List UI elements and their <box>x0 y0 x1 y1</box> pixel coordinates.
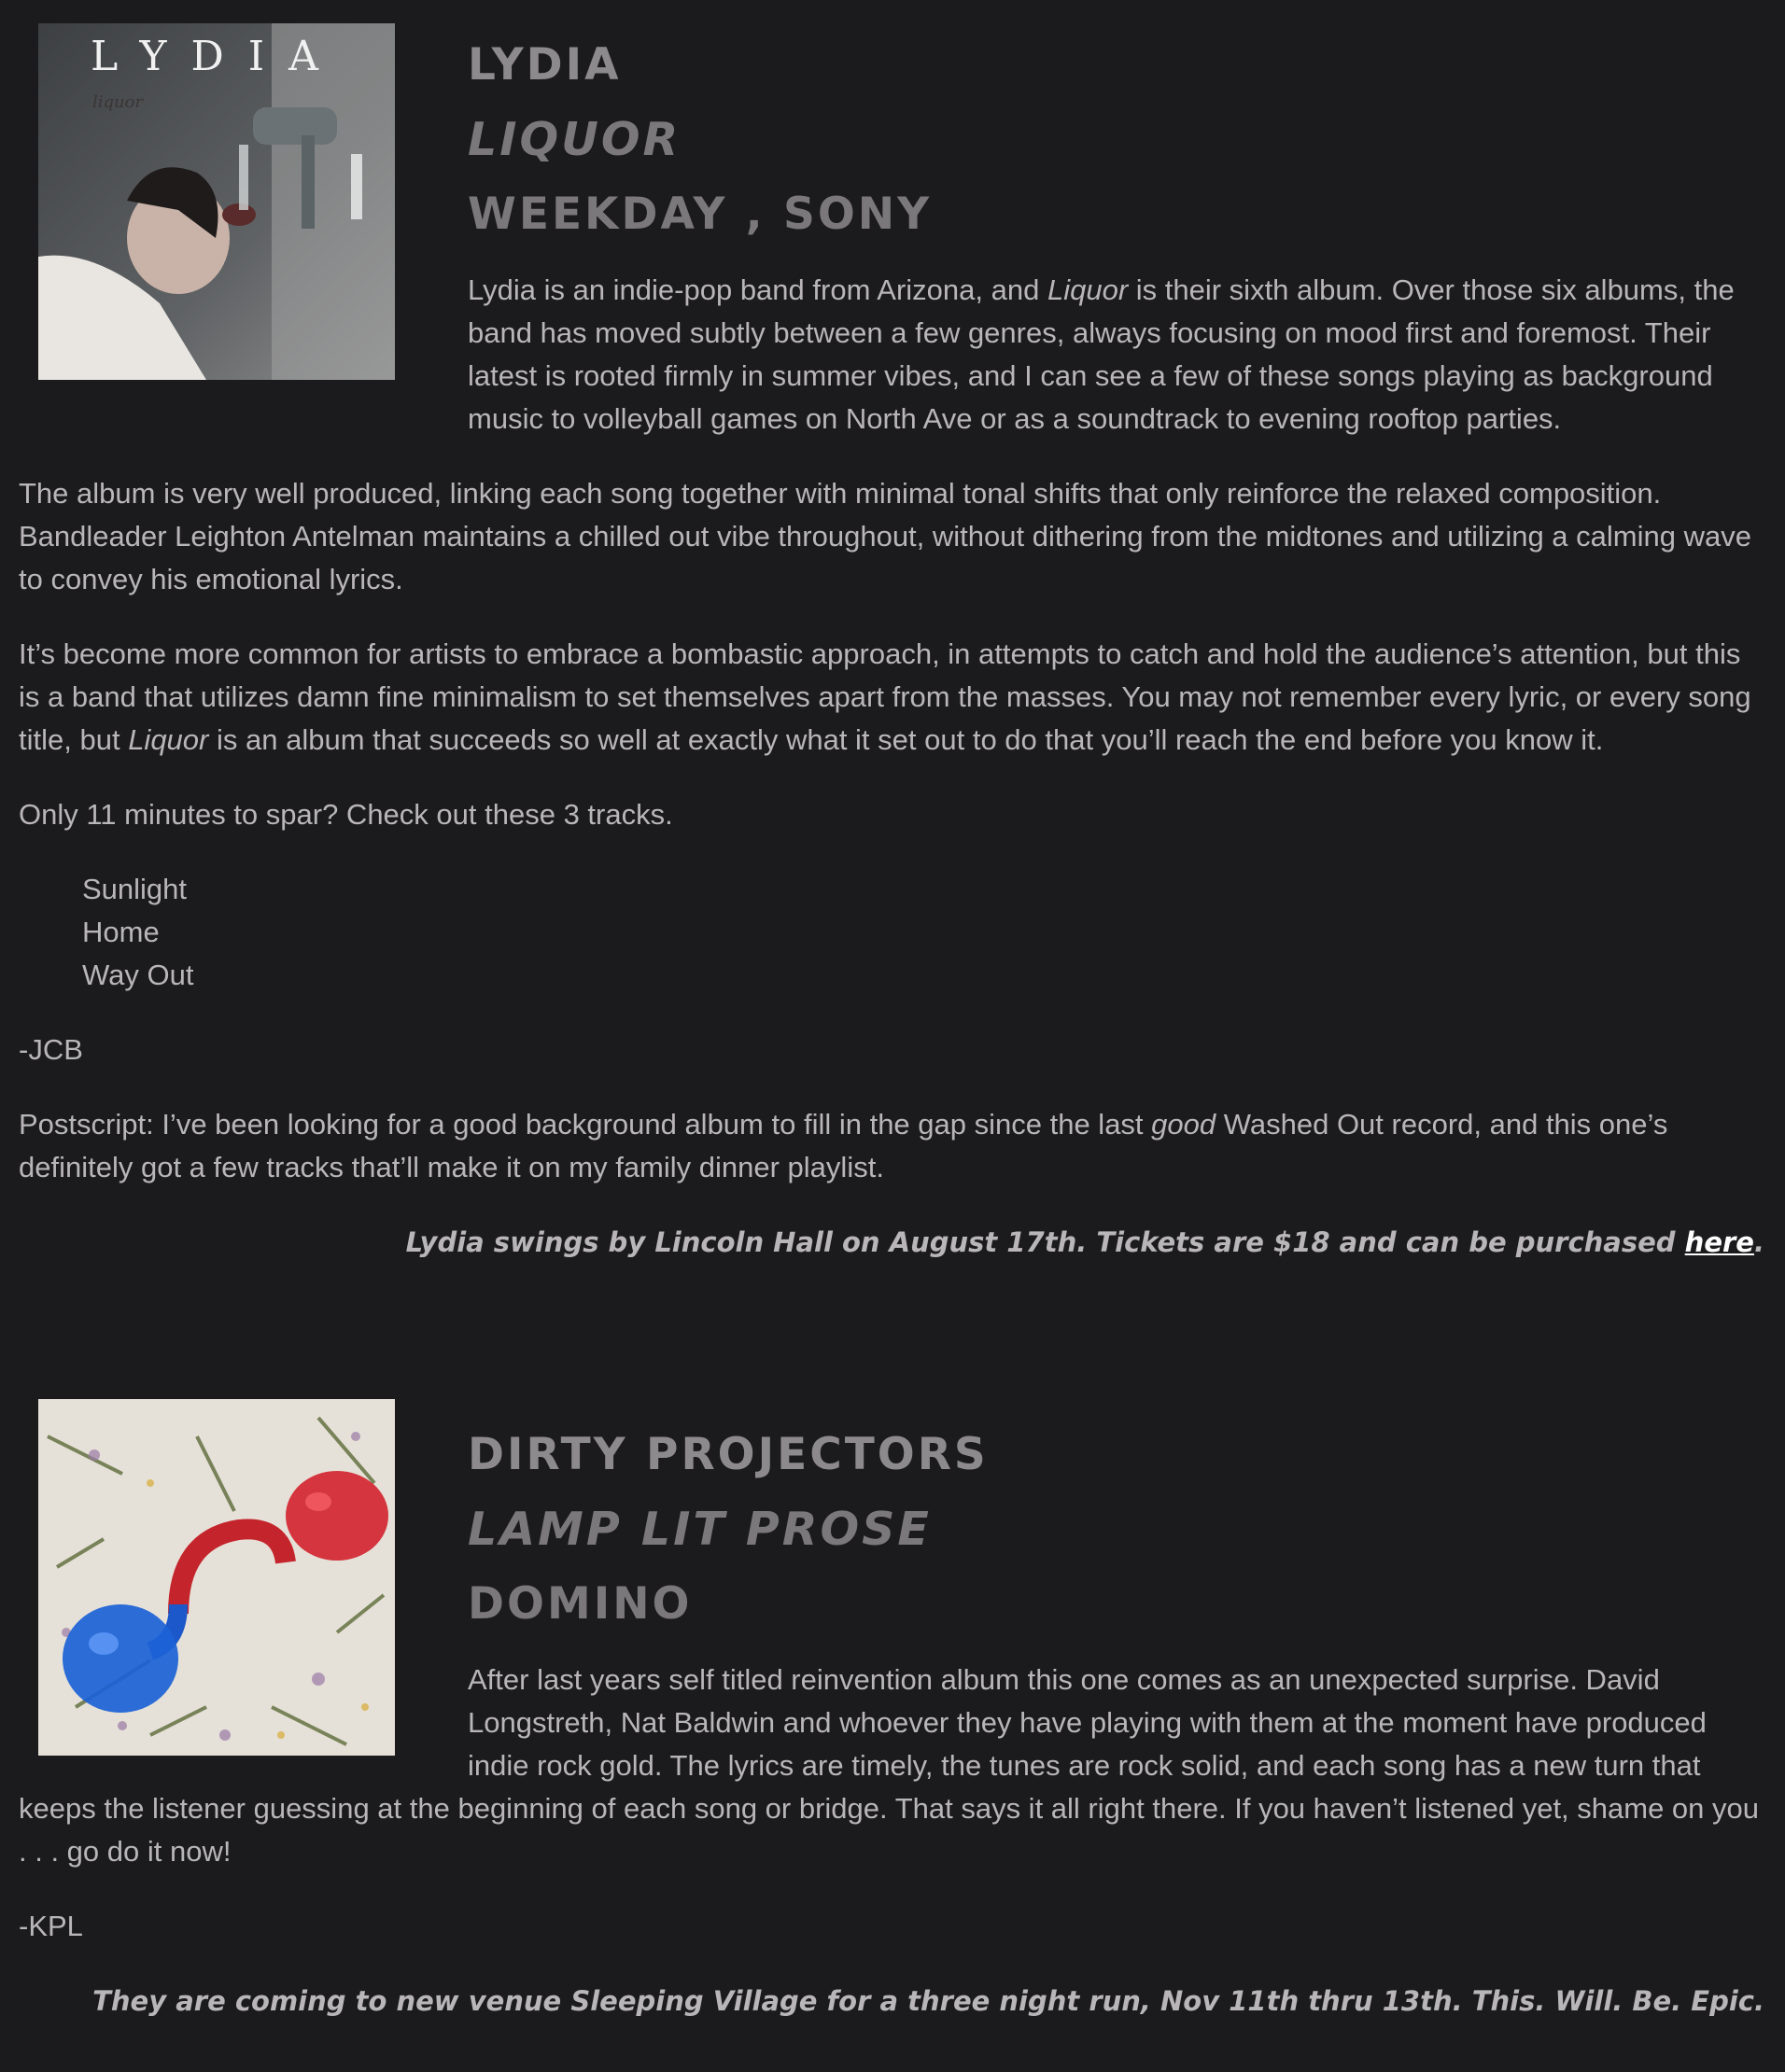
concert-callout: They are coming to new venue Sleeping Village for a three night run, Nov 11th thru 13th. This. Will. Be. Epic. <box>92 1985 1764 2017</box>
album-cover-lamp-lit-prose <box>38 1399 395 1756</box>
track-list <box>19 868 1766 997</box>
review-paragraph: The album is very well produced, linking each song together with minimal tonal shifts that only reinforce the relaxed composition. Bandleader Leighton Antelman maintains a chilled out vibe throughout, without dithering from the midtones and utilizing a calming wave to convey his emotional lyrics. <box>19 477 1751 595</box>
artist-name: DIRTY PROJECTORS <box>468 1429 989 1480</box>
review-paragraph: After last years self titled reinvention album this one comes as an unexpected surprise. David Longstreth, Nat Baldwin and whoever they have playing with them at the moment have produced indie rock gold. The lyrics are timely, the tunes are rock solid, and each song has a new turn that keeps the listener guessing at the beginning of each song or bridge. That says it all right there. If you haven’t listened yet, shame on you . . . go do it now! <box>19 1663 1760 1868</box>
review-paragraph: It’s become more common for artists to embrace a bombastic approach, in attempts to catch and hold the audience’s attention, but this is a band that utilizes damn fine minimalism to set themselves apart from the masses. You may not remember every lyric, or every song title, but Liquor is an album that succeeds so well at exactly what it set out to do that you’ll reach the end before you know it. <box>19 637 1751 756</box>
cover-art-lamp-lit-prose <box>38 1399 395 1756</box>
review-dirty-projectors <box>19 1390 1766 2023</box>
record-label: DOMINO <box>468 1578 693 1630</box>
tickets-link[interactable]: here <box>1684 1226 1754 1258</box>
artist-name: LYDIA <box>468 39 622 91</box>
cover-title: LYDIA <box>91 33 343 80</box>
album-title: LAMP LIT PROSE <box>468 1503 932 1556</box>
reviewer-signoff: -JCB <box>19 1033 83 1066</box>
review-divider <box>19 1264 1766 1390</box>
album-title: LIQUOR <box>468 113 682 166</box>
track-item: Way Out <box>82 959 194 991</box>
review-paragraph: Lydia is an indie-pop band from Arizona, and Liquor is their sixth album. Over those six albums, the band has moved subtly between a few genres, always focusing on mood first and foremost. Their latest is rooted firmly in summer vibes, and I can see a few of these songs playing as background music to volleyball games on North Ave or as a soundtrack to evening rooftop parties. <box>468 273 1735 435</box>
review-paragraph: Only 11 minutes to spar? Check out these 3 tracks. <box>19 798 673 831</box>
record-label: WEEKDAY , SONY <box>468 189 933 240</box>
album-cover-liquor <box>38 23 395 380</box>
review-lydia <box>19 0 1766 1264</box>
cover-subtitle: liquor <box>92 92 144 112</box>
track-item: Sunlight <box>82 873 188 905</box>
concert-callout: Lydia swings by Lincoln Hall on August 17th. Tickets are $18 and can be purchased here. <box>405 1226 1764 1258</box>
track-item: Home <box>82 916 160 948</box>
cover-art-liquor <box>38 23 395 380</box>
review-postscript: Postscript: I’ve been looking for a good background album to fill in the gap since the last good Washed Out record, and this one’s definitely got a few tracks that’ll make it on my family dinner playlist. <box>19 1108 1668 1183</box>
reviewer-signoff: -KPL <box>19 1910 83 1942</box>
